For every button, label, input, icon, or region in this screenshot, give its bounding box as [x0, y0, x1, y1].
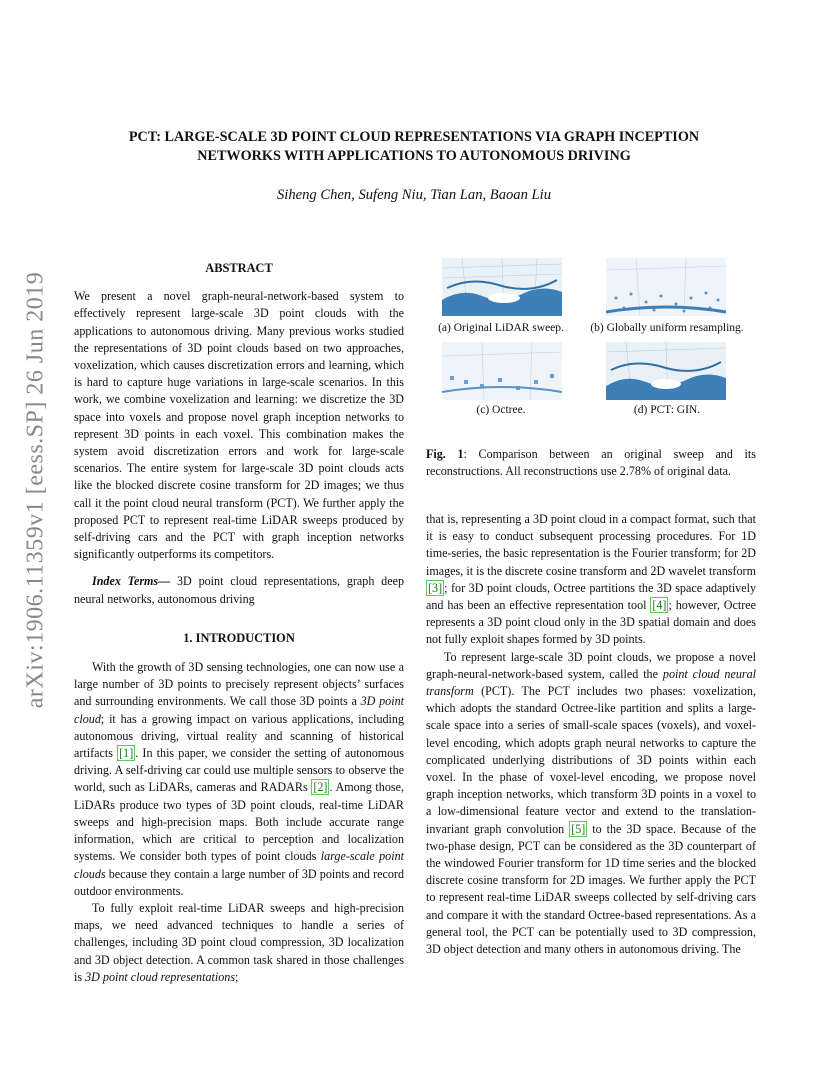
citation-link-2[interactable]: [2]	[313, 780, 328, 795]
author-list: Siheng Chen, Sufeng Niu, Tian Lan, Baoan Liu	[276, 187, 552, 203]
citation-link-4[interactable]: [4]	[652, 598, 667, 613]
citation-link-1[interactable]: [1]	[119, 746, 134, 761]
arxiv-sidebar	[18, 271, 54, 709]
right-paragraph-2: To represent large-scale 3D point clouds, we propose a novel graph-neural-network-based system, called the point cloud neural transform (PCT). The PCT includes two phases: voxelization, which adopts the standard Octree-like partition and splits a large-scale space into a series of small-scale spaces (voxels), and voxel-level encoding, which adopts graph neural networks to capture the complicated underlying distributions of 3D points within each voxel. In the phase of voxel-level encoding, we propose novel graph inception networks, which transform 3D points in a voxel to a low-dimensional feature vector and extend to the translation-invariant graph convolution [5] to the 3D space. Because of the two-phase design, PCT can be considered as the 3D counterpart of the windowed Fourier transform for 1D time series and the blocked discrete cosine transform for 2D images. We further apply the PCT to represent real-time LiDAR sweeps collected by self-driving cars and compare it with the standard Octree-based representations. As a general tool, the PCT can be potentially used to 3D compression, 3D object detection and many others in autonomous driving. The	[426, 649, 757, 957]
citation-link-3[interactable]: [3]	[428, 580, 443, 595]
subcaption-c: (c) Octree.	[476, 404, 526, 416]
figure-label: Fig. 1	[426, 447, 464, 461]
right-column	[426, 511, 756, 958]
figure-caption-text: : Comparison between an original sweep and its reconstructions. All reconstructions use 2.78% of original data.	[426, 447, 756, 479]
intro-paragraph-2: To fully exploit real-time LiDAR sweeps and high-precision maps, we need advanced techniques to handle a series of challenges, including 3D point cloud compression, 3D localization and 3D object detection. A common task shared in those challenges is 3D point cloud representations;	[74, 900, 404, 984]
abstract-heading: ABSTRACT	[205, 261, 273, 275]
abstract-text: We present a novel graph-neural-network-based system to effectively represent large-scale 3D point clouds with the applications to autonomous driving. Many previous works studied the representations of 3D point clouds based on two approaches, voxelization, which causes discretization errors and learning, which is hard to capture huge variations in large-scale scenarios. In this work, we combine voxelization and learning: we discretize the 3D space into voxels and propose novel graph inception networks to represent 3D points in each voxel. This combination makes the system avoid discretization errors and work for large-scale scenarios. The entire system for large-scale 3D point clouds acts like the blocked discrete cosine transform for 2D images; we thus call it the point cloud neural transform (PCT). We further apply the proposed PCT to represent real-time LiDAR sweeps produced by self-driving cars and the PCT with graph inception networks significantly outperforms its competitors.	[74, 289, 404, 562]
introduction-heading: 1. INTRODUCTION	[183, 630, 295, 645]
title-line-1: PCT: LARGE-SCALE 3D POINT CLOUD REPRESENTATIONS VIA GRAPH INCEPTION	[128, 129, 700, 145]
title-line-2: NETWORKS WITH APPLICATIONS TO AUTONOMOUS DRIVING	[197, 148, 631, 164]
paper-title	[60, 128, 768, 166]
index-terms-text: 3D point cloud representations, graph deep neural networks, autonomous driving	[74, 574, 404, 606]
figure-1-caption	[426, 446, 756, 480]
left-column	[74, 260, 404, 986]
intro-paragraph-1: With the growth of 3D sensing technologies, one can now use a large number of 3D points to precisely represent objects’ surfaces and surrounding environments. We call those 3D points a 3D point cloud; it has a growing impact on various applications, including autonomous driving, virtual reality and scanning of historical artifacts [1] . In this paper, we consider the setting of autonomous driving. A self-driving car could use multiple sensors to observe the world, such as LiDARs, cameras and RADARs [2] . Among those, LiDARs produce two types of 3D point clouds, real-time LiDAR sweeps and high-precision maps. Both include accurate range information, which are critical to perception and localization systems. We consider both types of point clouds large-scale point clouds because they contain a large number of 3D points and record outdoor environments.	[74, 660, 405, 898]
index-terms-label: Index Terms—	[92, 574, 171, 589]
arxiv-identifier: arXiv:1906.11359v1 [eess.SP] 26 Jun 2019	[22, 271, 49, 709]
right-paragraph-1: that is, representing a 3D point cloud in a compact format, such that it is easy to conduct subsequent processing procedures. For 1D time-series, the basic representation is the Fourier transform; for 2D images, it is the discrete cosine transform and 2D wavelet transform [3] ; for 3D point clouds, Octree partitions the 3D space adaptively and has been an effective representation tool [4] ; however, Octree represents a 3D point cloud only in the 3D spatial domain and does not fully exploit shapes formed by 3D points.	[426, 512, 756, 647]
lidar-image-pct-gin	[606, 342, 726, 400]
lidar-image-octree	[442, 342, 562, 400]
lidar-image-original	[442, 258, 562, 316]
subcaption-a: (a) Original LiDAR sweep.	[438, 322, 564, 334]
subcaption-d: (d) PCT: GIN.	[633, 404, 701, 416]
subcaption-b: (b) Globally uniform resampling.	[590, 322, 744, 334]
index-terms	[74, 573, 404, 607]
lidar-image-uniform	[606, 258, 726, 316]
figure-1	[426, 258, 756, 433]
citation-link-5[interactable]: [5]	[571, 821, 586, 836]
